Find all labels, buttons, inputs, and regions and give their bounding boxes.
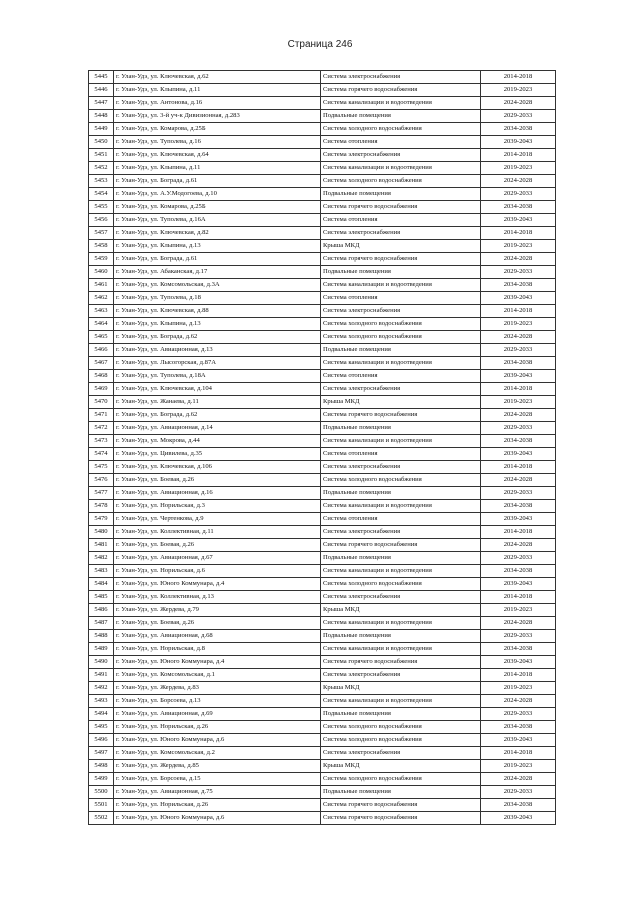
period-cell: 2029-2033	[481, 786, 556, 799]
row-number-cell: 5489	[89, 643, 114, 656]
address-cell: г. Улан-Удэ, ул. Комсомольская, д.3А	[114, 279, 321, 292]
table-row	[89, 292, 556, 305]
table-row	[89, 539, 556, 552]
system-cell: Система холодного водоснабжения	[321, 721, 481, 734]
period-cell: 2019-2023	[481, 396, 556, 409]
address-cell: г. Улан-Удэ, ул. Боевая, д.26	[114, 617, 321, 630]
period-cell: 2019-2023	[481, 604, 556, 617]
row-number-cell: 5461	[89, 279, 114, 292]
address-cell: г. Улан-Удэ, ул. Лысогорская, д.87А	[114, 357, 321, 370]
address-cell: г. Улан-Удэ, ул. Ключевская, д.106	[114, 461, 321, 474]
system-cell: Подвальные помещения	[321, 630, 481, 643]
system-cell: Система горячего водоснабжения	[321, 799, 481, 812]
row-number-cell: 5451	[89, 149, 114, 162]
address-cell: г. Улан-Удэ, ул. Абаканская, д.17	[114, 266, 321, 279]
table-row	[89, 682, 556, 695]
system-cell: Система электроснабжения	[321, 383, 481, 396]
address-cell: г. Улан-Удэ, ул. Комсомольская, д.1	[114, 669, 321, 682]
system-cell: Система отопления	[321, 370, 481, 383]
system-cell: Система электроснабжения	[321, 591, 481, 604]
row-number-cell: 5490	[89, 656, 114, 669]
repair-schedule-table	[88, 70, 556, 825]
row-number-cell: 5460	[89, 266, 114, 279]
address-cell: г. Улан-Удэ, ул. Туполева, д.18А	[114, 370, 321, 383]
period-cell: 2014-2018	[481, 669, 556, 682]
address-cell: г. Улан-Удэ, ул. Жердева, д.85	[114, 760, 321, 773]
table-row	[89, 565, 556, 578]
row-number-cell: 5454	[89, 188, 114, 201]
period-cell: 2024-2028	[481, 474, 556, 487]
system-cell: Система электроснабжения	[321, 305, 481, 318]
row-number-cell: 5481	[89, 539, 114, 552]
system-cell: Система канализации и водоотведения	[321, 500, 481, 513]
address-cell: г. Улан-Удэ, ул. Ключевская, д.88	[114, 305, 321, 318]
table-row	[89, 331, 556, 344]
address-cell: г. Улан-Удэ, ул. Клыпина, д.13	[114, 318, 321, 331]
table-row	[89, 71, 556, 84]
row-number-cell: 5495	[89, 721, 114, 734]
period-cell: 2039-2043	[481, 136, 556, 149]
row-number-cell: 5488	[89, 630, 114, 643]
table-row	[89, 435, 556, 448]
row-number-cell: 5472	[89, 422, 114, 435]
period-cell: 2039-2043	[481, 448, 556, 461]
table-row	[89, 617, 556, 630]
row-number-cell: 5491	[89, 669, 114, 682]
system-cell: Система канализации и водоотведения	[321, 565, 481, 578]
table-row	[89, 526, 556, 539]
period-cell: 2014-2018	[481, 71, 556, 84]
system-cell: Система электроснабжения	[321, 526, 481, 539]
row-number-cell: 5459	[89, 253, 114, 266]
system-cell: Система канализации и водоотведения	[321, 695, 481, 708]
table-row	[89, 773, 556, 786]
period-cell: 2019-2023	[481, 318, 556, 331]
address-cell: г. Улан-Удэ, ул. Норильская, д.3	[114, 500, 321, 513]
period-cell: 2014-2018	[481, 747, 556, 760]
table-row	[89, 344, 556, 357]
address-cell: г. Улан-Удэ, ул. Клыпина, д.11	[114, 84, 321, 97]
table-row	[89, 630, 556, 643]
table-row	[89, 474, 556, 487]
period-cell: 2024-2028	[481, 539, 556, 552]
system-cell: Система электроснабжения	[321, 227, 481, 240]
row-number-cell: 5462	[89, 292, 114, 305]
address-cell: г. Улан-Удэ, ул. Туполева, д.18	[114, 292, 321, 305]
table-row	[89, 487, 556, 500]
system-cell: Система электроснабжения	[321, 669, 481, 682]
table-row	[89, 227, 556, 240]
system-cell: Подвальные помещения	[321, 422, 481, 435]
row-number-cell: 5470	[89, 396, 114, 409]
row-number-cell: 5492	[89, 682, 114, 695]
address-cell: г. Улан-Удэ, ул. Бограда, д.62	[114, 331, 321, 344]
system-cell: Подвальные помещения	[321, 487, 481, 500]
system-cell: Система электроснабжения	[321, 747, 481, 760]
address-cell: г. Улан-Удэ, ул. Ключевская, д.104	[114, 383, 321, 396]
table-row	[89, 370, 556, 383]
row-number-cell: 5494	[89, 708, 114, 721]
row-number-cell: 5487	[89, 617, 114, 630]
row-number-cell: 5465	[89, 331, 114, 344]
address-cell: г. Улан-Удэ, ул. Комарова, д.25Б	[114, 123, 321, 136]
table-row	[89, 305, 556, 318]
table-row	[89, 760, 556, 773]
address-cell: г. Улан-Удэ, ул. А.У.Модогоева, д.10	[114, 188, 321, 201]
table-row	[89, 578, 556, 591]
row-number-cell: 5502	[89, 812, 114, 825]
period-cell: 2029-2033	[481, 708, 556, 721]
row-number-cell: 5484	[89, 578, 114, 591]
period-cell: 2039-2043	[481, 513, 556, 526]
system-cell: Крыша МКД	[321, 760, 481, 773]
table-row	[89, 240, 556, 253]
table-row	[89, 786, 556, 799]
address-cell: г. Улан-Удэ, ул. Жердева, д.83	[114, 682, 321, 695]
system-cell: Система отопления	[321, 136, 481, 149]
table-row	[89, 747, 556, 760]
row-number-cell: 5473	[89, 435, 114, 448]
period-cell: 2039-2043	[481, 214, 556, 227]
row-number-cell: 5455	[89, 201, 114, 214]
period-cell: 2034-2038	[481, 435, 556, 448]
period-cell: 2034-2038	[481, 500, 556, 513]
system-cell: Крыша МКД	[321, 604, 481, 617]
table-row	[89, 656, 556, 669]
address-cell: г. Улан-Удэ, ул. Туполева, д.16	[114, 136, 321, 149]
address-cell: г. Улан-Удэ, ул. Туполева, д.16А	[114, 214, 321, 227]
row-number-cell: 5449	[89, 123, 114, 136]
table-row	[89, 357, 556, 370]
table-row	[89, 552, 556, 565]
row-number-cell: 5499	[89, 773, 114, 786]
table-row	[89, 279, 556, 292]
address-cell: г. Улан-Удэ, ул. Жанаева, д.11	[114, 396, 321, 409]
table-row	[89, 734, 556, 747]
period-cell: 2014-2018	[481, 305, 556, 318]
address-cell: г. Улан-Удэ, ул. Авиационная, д.13	[114, 344, 321, 357]
address-cell: г. Улан-Удэ, ул. Авиационная, д.69	[114, 708, 321, 721]
address-cell: г. Улан-Удэ, ул. Авиационная, д.14	[114, 422, 321, 435]
table-row	[89, 136, 556, 149]
row-number-cell: 5450	[89, 136, 114, 149]
address-cell: г. Улан-Удэ, ул. Комарова, д.25Б	[114, 201, 321, 214]
table-row	[89, 253, 556, 266]
table-row	[89, 383, 556, 396]
table-row	[89, 123, 556, 136]
address-cell: г. Улан-Удэ, ул. Юного Коммунара, д.4	[114, 656, 321, 669]
address-cell: г. Улан-Удэ, ул. Бограда, д.62	[114, 409, 321, 422]
row-number-cell: 5464	[89, 318, 114, 331]
table-row	[89, 500, 556, 513]
period-cell: 2029-2033	[481, 422, 556, 435]
system-cell: Система канализации и водоотведения	[321, 97, 481, 110]
system-cell: Система холодного водоснабжения	[321, 123, 481, 136]
row-number-cell: 5469	[89, 383, 114, 396]
period-cell: 2039-2043	[481, 734, 556, 747]
address-cell: г. Улан-Удэ, ул. Юного Коммунара, д.6	[114, 734, 321, 747]
system-cell: Система горячего водоснабжения	[321, 84, 481, 97]
system-cell: Система холодного водоснабжения	[321, 474, 481, 487]
system-cell: Система отопления	[321, 513, 481, 526]
period-cell: 2029-2033	[481, 266, 556, 279]
system-cell: Система отопления	[321, 214, 481, 227]
row-number-cell: 5483	[89, 565, 114, 578]
address-cell: г. Улан-Удэ, ул. Клыпина, д.13	[114, 240, 321, 253]
system-cell: Система электроснабжения	[321, 71, 481, 84]
table-row	[89, 708, 556, 721]
address-cell: г. Улан-Удэ, ул. Авиационная, д.67	[114, 552, 321, 565]
table-row	[89, 643, 556, 656]
system-cell: Подвальные помещения	[321, 708, 481, 721]
row-number-cell: 5445	[89, 71, 114, 84]
address-cell: г. Улан-Удэ, ул. Авиационная, д.16	[114, 487, 321, 500]
table-row	[89, 175, 556, 188]
period-cell: 2034-2038	[481, 201, 556, 214]
period-cell: 2034-2038	[481, 357, 556, 370]
system-cell: Система горячего водоснабжения	[321, 253, 481, 266]
system-cell: Система холодного водоснабжения	[321, 773, 481, 786]
address-cell: г. Улан-Удэ, ул. Норильская, д.8	[114, 643, 321, 656]
system-cell: Система холодного водоснабжения	[321, 318, 481, 331]
address-cell: г. Улан-Удэ, ул. Клыпина, д.11	[114, 162, 321, 175]
table-row	[89, 448, 556, 461]
system-cell: Система горячего водоснабжения	[321, 201, 481, 214]
address-cell: г. Улан-Удэ, ул. Авиационная, д.68	[114, 630, 321, 643]
address-cell: г. Улан-Удэ, ул. Юного Коммунара, д.4	[114, 578, 321, 591]
system-cell: Система горячего водоснабжения	[321, 409, 481, 422]
row-number-cell: 5467	[89, 357, 114, 370]
system-cell: Система холодного водоснабжения	[321, 578, 481, 591]
row-number-cell: 5471	[89, 409, 114, 422]
row-number-cell: 5468	[89, 370, 114, 383]
period-cell: 2034-2038	[481, 279, 556, 292]
address-cell: г. Улан-Удэ, ул. Мокрова, д.44	[114, 435, 321, 448]
table-row	[89, 201, 556, 214]
row-number-cell: 5497	[89, 747, 114, 760]
address-cell: г. Улан-Удэ, ул. Комсомольская, д.2	[114, 747, 321, 760]
system-cell: Подвальные помещения	[321, 110, 481, 123]
address-cell: г. Улан-Удэ, ул. Борсоева, д.13	[114, 695, 321, 708]
period-cell: 2034-2038	[481, 721, 556, 734]
address-cell: г. Улан-Удэ, ул. Бограда, д.61	[114, 175, 321, 188]
row-number-cell: 5458	[89, 240, 114, 253]
table-row	[89, 396, 556, 409]
period-cell: 2019-2023	[481, 240, 556, 253]
period-cell: 2039-2043	[481, 578, 556, 591]
system-cell: Крыша МКД	[321, 240, 481, 253]
period-cell: 2014-2018	[481, 526, 556, 539]
period-cell: 2039-2043	[481, 370, 556, 383]
table-row	[89, 97, 556, 110]
period-cell: 2029-2033	[481, 552, 556, 565]
row-number-cell: 5456	[89, 214, 114, 227]
period-cell: 2039-2043	[481, 292, 556, 305]
address-cell: г. Улан-Удэ, ул. Норильская, д.6	[114, 565, 321, 578]
address-cell: г. Улан-Удэ, ул. Антонова, д.16	[114, 97, 321, 110]
table-row	[89, 591, 556, 604]
system-cell: Подвальные помещения	[321, 786, 481, 799]
period-cell: 2019-2023	[481, 760, 556, 773]
period-cell: 2014-2018	[481, 591, 556, 604]
period-cell: 2029-2033	[481, 487, 556, 500]
row-number-cell: 5476	[89, 474, 114, 487]
row-number-cell: 5474	[89, 448, 114, 461]
system-cell: Система канализации и водоотведения	[321, 617, 481, 630]
table-row	[89, 409, 556, 422]
address-cell: г. Улан-Удэ, ул. Жердева, д.79	[114, 604, 321, 617]
period-cell: 2024-2028	[481, 695, 556, 708]
period-cell: 2024-2028	[481, 253, 556, 266]
system-cell: Система канализации и водоотведения	[321, 435, 481, 448]
table-row	[89, 513, 556, 526]
period-cell: 2014-2018	[481, 149, 556, 162]
row-number-cell: 5500	[89, 786, 114, 799]
system-cell: Система холодного водоснабжения	[321, 734, 481, 747]
table-row	[89, 799, 556, 812]
period-cell: 2034-2038	[481, 565, 556, 578]
period-cell: 2029-2033	[481, 110, 556, 123]
period-cell: 2034-2038	[481, 123, 556, 136]
row-number-cell: 5482	[89, 552, 114, 565]
address-cell: г. Улан-Удэ, ул. Ключевская, д.64	[114, 149, 321, 162]
table-body	[89, 71, 556, 825]
period-cell: 2029-2033	[481, 630, 556, 643]
table-row	[89, 604, 556, 617]
period-cell: 2014-2018	[481, 461, 556, 474]
system-cell: Система горячего водоснабжения	[321, 656, 481, 669]
row-number-cell: 5447	[89, 97, 114, 110]
table-row	[89, 318, 556, 331]
table-row	[89, 149, 556, 162]
address-cell: г. Улан-Удэ, ул. Бограда, д.61	[114, 253, 321, 266]
table-row	[89, 188, 556, 201]
address-cell: г. Улан-Удэ, ул. Ключевская, д.82	[114, 227, 321, 240]
row-number-cell: 5477	[89, 487, 114, 500]
row-number-cell: 5493	[89, 695, 114, 708]
system-cell: Система холодного водоснабжения	[321, 331, 481, 344]
address-cell: г. Улан-Удэ, ул. Боевая, д.26	[114, 474, 321, 487]
period-cell: 2024-2028	[481, 97, 556, 110]
period-cell: 2014-2018	[481, 383, 556, 396]
address-cell: г. Улан-Удэ, ул. Авиационная, д.75	[114, 786, 321, 799]
row-number-cell: 5496	[89, 734, 114, 747]
system-cell: Система отопления	[321, 448, 481, 461]
system-cell: Система канализации и водоотведения	[321, 643, 481, 656]
table-row	[89, 110, 556, 123]
period-cell: 2019-2023	[481, 84, 556, 97]
row-number-cell: 5480	[89, 526, 114, 539]
row-number-cell: 5466	[89, 344, 114, 357]
table-row	[89, 84, 556, 97]
address-cell: г. Улан-Удэ, ул. Норильская, д.26	[114, 799, 321, 812]
period-cell: 2024-2028	[481, 175, 556, 188]
row-number-cell: 5457	[89, 227, 114, 240]
system-cell: Система канализации и водоотведения	[321, 279, 481, 292]
period-cell: 2029-2033	[481, 344, 556, 357]
system-cell: Подвальные помещения	[321, 188, 481, 201]
row-number-cell: 5453	[89, 175, 114, 188]
system-cell: Система горячего водоснабжения	[321, 812, 481, 825]
row-number-cell: 5485	[89, 591, 114, 604]
system-cell: Подвальные помещения	[321, 344, 481, 357]
system-cell: Система электроснабжения	[321, 149, 481, 162]
period-cell: 2014-2018	[481, 227, 556, 240]
period-cell: 2024-2028	[481, 617, 556, 630]
table-row	[89, 721, 556, 734]
system-cell: Подвальные помещения	[321, 552, 481, 565]
address-cell: г. Улан-Удэ, ул. Борсоева, д.15	[114, 773, 321, 786]
address-cell: г. Улан-Удэ, ул. Норильская, д.26	[114, 721, 321, 734]
row-number-cell: 5452	[89, 162, 114, 175]
period-cell: 2034-2038	[481, 799, 556, 812]
row-number-cell: 5446	[89, 84, 114, 97]
address-cell: г. Улан-Удэ, ул. 3-й уч-к Дивизионная, д.283	[114, 110, 321, 123]
address-cell: г. Улан-Удэ, ул. Коллективная, д.11	[114, 526, 321, 539]
address-cell: г. Улан-Удэ, ул. Чертенкова, д.9	[114, 513, 321, 526]
system-cell: Система канализации и водоотведения	[321, 162, 481, 175]
table-row	[89, 422, 556, 435]
table-row	[89, 461, 556, 474]
system-cell: Подвальные помещения	[321, 266, 481, 279]
table-row	[89, 162, 556, 175]
page-header: Страница 246	[287, 39, 353, 50]
table-row	[89, 266, 556, 279]
period-cell: 2024-2028	[481, 773, 556, 786]
period-cell: 2029-2033	[481, 188, 556, 201]
system-cell: Крыша МКД	[321, 396, 481, 409]
row-number-cell: 5486	[89, 604, 114, 617]
period-cell: 2024-2028	[481, 409, 556, 422]
system-cell: Система электроснабжения	[321, 461, 481, 474]
table-row	[89, 669, 556, 682]
period-cell: 2039-2043	[481, 656, 556, 669]
row-number-cell: 5475	[89, 461, 114, 474]
period-cell: 2039-2043	[481, 812, 556, 825]
address-cell: г. Улан-Удэ, ул. Боевая, д.26	[114, 539, 321, 552]
row-number-cell: 5479	[89, 513, 114, 526]
period-cell: 2024-2028	[481, 331, 556, 344]
row-number-cell: 5501	[89, 799, 114, 812]
address-cell: г. Улан-Удэ, ул. Ключевская, д.62	[114, 71, 321, 84]
system-cell: Система отопления	[321, 292, 481, 305]
address-cell: г. Улан-Удэ, ул. Юного Коммунара, д.6	[114, 812, 321, 825]
system-cell: Крыша МКД	[321, 682, 481, 695]
row-number-cell: 5448	[89, 110, 114, 123]
row-number-cell: 5498	[89, 760, 114, 773]
system-cell: Система канализации и водоотведения	[321, 357, 481, 370]
period-cell: 2019-2023	[481, 682, 556, 695]
table-row	[89, 695, 556, 708]
period-cell: 2034-2038	[481, 643, 556, 656]
row-number-cell: 5463	[89, 305, 114, 318]
address-cell: г. Улан-Удэ, ул. Коллективная, д.13	[114, 591, 321, 604]
table-row	[89, 214, 556, 227]
system-cell: Система горячего водоснабжения	[321, 539, 481, 552]
period-cell: 2019-2023	[481, 162, 556, 175]
table-row	[89, 812, 556, 825]
address-cell: г. Улан-Удэ, ул. Цивилева, д.35	[114, 448, 321, 461]
row-number-cell: 5478	[89, 500, 114, 513]
system-cell: Система холодного водоснабжения	[321, 175, 481, 188]
